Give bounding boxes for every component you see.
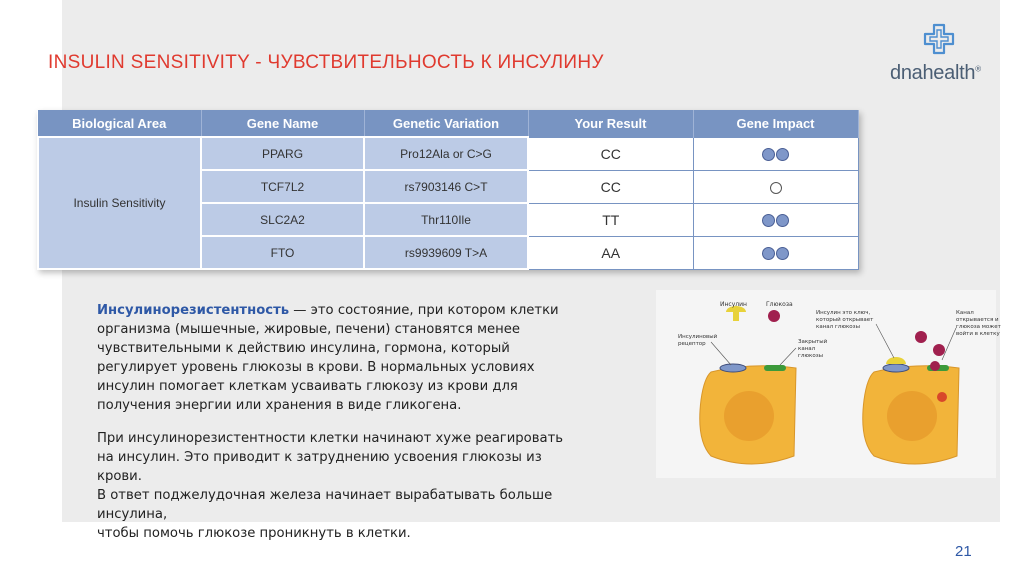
paragraph-line: регулирует уровень глюкозы в крови. В нормальных условиях (97, 360, 535, 375)
logo-text (890, 62, 981, 85)
paragraph-line: При инсулинорезистентности клетки начинают хуже реагировать (97, 431, 564, 446)
receptor-left (720, 364, 746, 372)
result-cell: CC (528, 170, 693, 203)
paragraph-line: организма (мышечные, жировые, печени) становятся менее (97, 322, 521, 337)
nucleus-left (724, 391, 774, 441)
insulin-cell-illustration (656, 290, 1001, 478)
header-genetic-variation: Genetic Variation (364, 110, 528, 137)
biological-area-cell: Insulin Sensitivity (38, 137, 201, 269)
logo-text-dna: dna (890, 62, 923, 84)
header-biological-area: Biological Area (38, 110, 201, 137)
cell-diagram (656, 290, 1001, 478)
label-open-3: глюкоза может (956, 324, 1001, 330)
impact-cell (693, 137, 858, 170)
impact-cell (693, 170, 858, 203)
registered-mark: ® (975, 64, 981, 74)
header-gene-impact: Gene Impact (693, 110, 858, 137)
explanation-paragraph (97, 429, 642, 543)
label-receptor-1: Инсулиновый (678, 334, 718, 340)
impact-empty-dot-icon (770, 182, 782, 194)
genetic-variation-cell: Thr110Ile (364, 203, 528, 236)
genetic-variation-cell: rs7903146 C>T (364, 170, 528, 203)
label-closed-1: Закрытый (798, 339, 828, 345)
glucose-entering (930, 361, 940, 371)
paragraph-line: чувствительными к действию инсулина, гормона, который (97, 341, 510, 356)
logo (886, 22, 996, 88)
gene-name-cell: PPARG (201, 137, 364, 170)
paragraph-line: инсулина, (97, 507, 168, 522)
gene-name-cell: TCF7L2 (201, 170, 364, 203)
page-title: INSULIN SENSITIVITY - ЧУВСТВИТЕЛЬНОСТЬ К ИНСУЛИНУ (48, 52, 604, 73)
definition-paragraph (97, 301, 642, 415)
label-insulin: Инсулин (720, 301, 747, 308)
label-closed-3: глюкозы (798, 353, 823, 359)
impact-cell (693, 236, 858, 269)
glucose-inside (937, 392, 947, 402)
highlighted-term: Инсулинорезистентность (97, 303, 290, 318)
label-key-2: который открывает (816, 317, 874, 323)
table-row (38, 137, 858, 170)
gene-name-cell: SLC2A2 (201, 203, 364, 236)
impact-two-dots-icon (762, 247, 789, 260)
table-header-row (38, 110, 858, 137)
result-cell: CC (528, 137, 693, 170)
plus-cross-icon (922, 22, 956, 56)
result-cell: AA (528, 236, 693, 269)
label-receptor-2: рецептор (678, 341, 706, 347)
closed-channel-left (764, 365, 786, 371)
result-cell: TT (528, 203, 693, 236)
label-open-1: Канал (956, 310, 974, 316)
line-text: — это состояние, при котором клетки (289, 303, 559, 318)
page-number: 21 (955, 543, 972, 560)
paragraph-line: чтобы помочь глюкозе проникнуть в клетки. (97, 526, 411, 541)
receptor-right (883, 364, 909, 372)
impact-two-dots-icon (762, 214, 789, 227)
paragraph-line (97, 301, 642, 320)
label-key-3: канал глюкозы (816, 324, 860, 330)
label-open-2: открывается и (956, 317, 999, 323)
paragraph-line: инсулин помогает клеткам усваивать глюкозу из крови для (97, 379, 518, 394)
paragraph-line: на инсулин. Это приводит к затруднению усвоения глюкозы из (97, 450, 542, 465)
genetic-variation-cell: Pro12Ala or C>G (364, 137, 528, 170)
header-your-result: Your Result (528, 110, 693, 137)
paragraph-line: получения энергии или хранения в виде гликогена. (97, 398, 462, 413)
label-closed-2: канал (798, 346, 816, 352)
impact-cell (693, 203, 858, 236)
label-key-1: Инсулин это ключ, (816, 310, 871, 316)
label-glucose: Глюкоза (766, 301, 793, 308)
glucose-icon (768, 310, 780, 322)
label-open-4: войти в клетку (956, 331, 1000, 337)
header-gene-name: Gene Name (201, 110, 364, 137)
gene-name-cell: FTO (201, 236, 364, 269)
bound-insulin (886, 357, 906, 364)
gene-table (37, 110, 859, 270)
paragraph-line: В ответ поджелудочная железа начинает вырабатывать больше (97, 488, 553, 503)
logo-text-health: health (922, 62, 976, 84)
glucose-entering (915, 331, 927, 343)
genetic-variation-cell: rs9939609 T>A (364, 236, 528, 269)
glucose-entering (933, 344, 945, 356)
nucleus-right (887, 391, 937, 441)
impact-two-dots-icon (762, 148, 789, 161)
paragraph-line: крови. (97, 469, 142, 484)
